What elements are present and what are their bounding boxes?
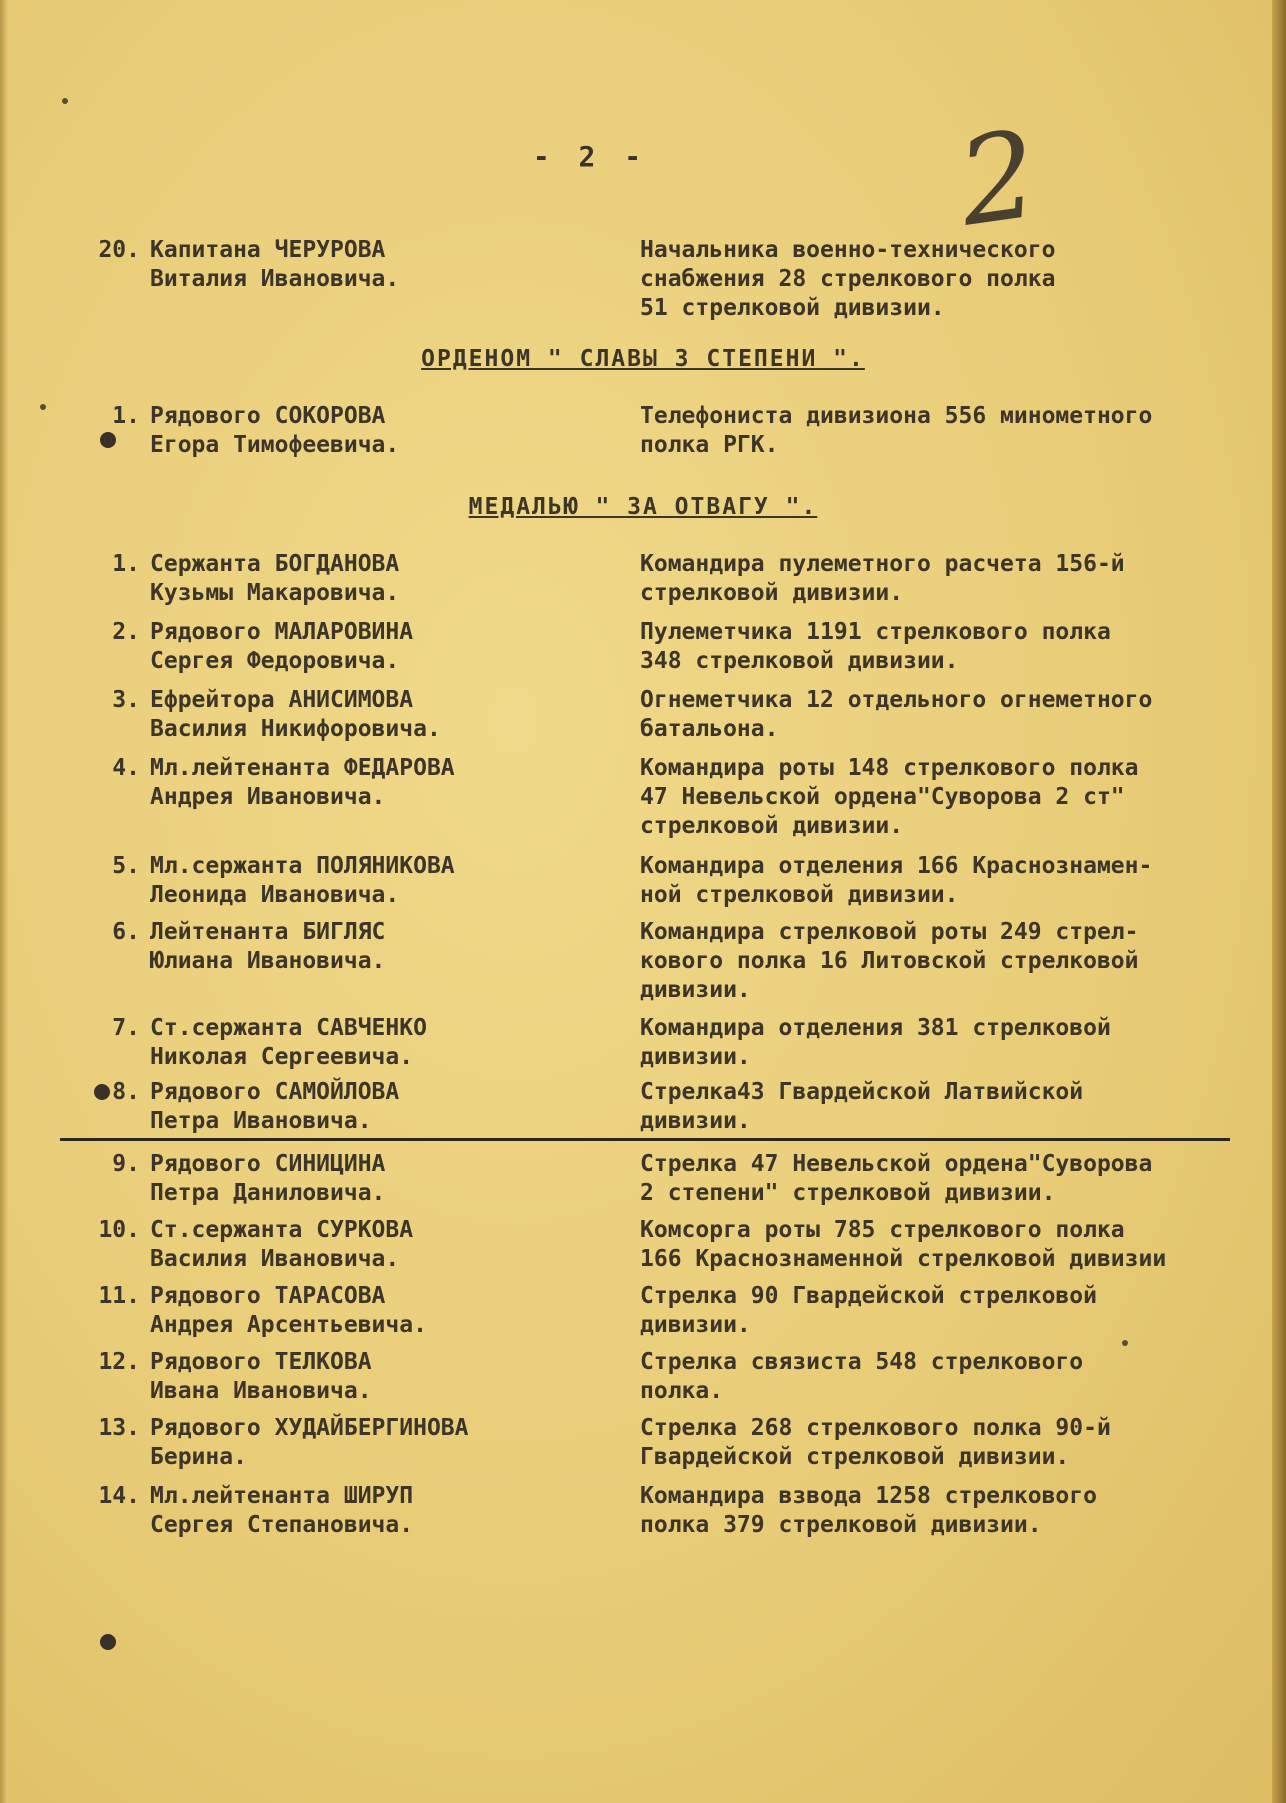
- entry-description: Командира отделения 381 стрелковой дивизии.: [640, 1015, 1111, 1070]
- entry-number: 20.: [98, 237, 140, 263]
- section-title: ОРДЕНОМ " СЛАВЫ 3 СТЕПЕНИ ".: [421, 346, 865, 372]
- ink-speck: [62, 98, 68, 104]
- paper-left-edge: [0, 0, 8, 1803]
- entry-description: Командира стрелковой роты 249 стрел- кового полка 16 Литовской стрелковой дивизии.: [640, 919, 1139, 1003]
- entry-name: Рядового САМОЙЛОВА Петра Ивановича.: [150, 1079, 400, 1134]
- entry-description: Начальника военно-технического снабжения 28 стрелкового полка 51 стрелковой дивизии.: [640, 237, 1056, 321]
- section-heading-medal-bravery: [0, 494, 1286, 520]
- entry-number: 10.: [98, 1217, 140, 1243]
- entry-description: Стрелка 90 Гвардейской стрелковой дивизии.: [640, 1283, 1097, 1338]
- handwritten-page-number: 2: [950, 105, 1046, 254]
- entry-name: Рядового ТАРАСОВА Андрея Арсентьевича.: [150, 1283, 427, 1338]
- entry-number: 1.: [112, 403, 140, 429]
- entry-description: Стрелка 47 Невельской ордена"Суворова 2 степени" стрелковой дивизии.: [640, 1151, 1153, 1206]
- entry-description: Телефониста дивизиона 556 минометного полка РГК.: [640, 403, 1153, 458]
- entry-description: Стрелка 268 стрелкового полка 90-й Гвардейской стрелковой дивизии.: [640, 1415, 1111, 1470]
- section-heading-order-glory: [0, 346, 1286, 372]
- entry-description: Комсорга роты 785 стрелкового полка 166 Краснознаменной стрелковой дивизии: [640, 1217, 1167, 1272]
- entry-description: Стрелка43 Гвардейской Латвийской дивизии.: [640, 1079, 1084, 1134]
- entry-description: Командира взвода 1258 стрелкового полка 379 стрелковой дивизии.: [640, 1483, 1097, 1538]
- entry-number: 1.: [112, 551, 140, 577]
- punch-hole-mark: [94, 1084, 110, 1100]
- entry-description: Стрелка связиста 548 стрелкового полка.: [640, 1349, 1084, 1404]
- entry-number: 6.: [112, 919, 140, 945]
- entry-number: 8.: [112, 1079, 140, 1105]
- ink-speck: [40, 404, 46, 410]
- entry-name: Мл.сержанта ПОЛЯНИКОВА Леонида Ивановича.: [150, 853, 455, 908]
- entry-number: 11.: [98, 1283, 140, 1309]
- horizontal-divider-line: [60, 1138, 1230, 1141]
- punch-hole-mark: [100, 1634, 116, 1650]
- entry-name: Рядового СОКОРОВА Егора Тимофеевича.: [150, 403, 400, 458]
- punch-hole-mark: [100, 432, 116, 448]
- entry-name: Мл.лейтенанта ФЕДАРОВА Андрея Ивановича.: [150, 755, 455, 810]
- paper-right-edge: [1272, 0, 1286, 1803]
- entry-number: 7.: [112, 1015, 140, 1041]
- entry-name: Ефрейтора АНИСИМОВА Василия Никифоровича.: [150, 687, 441, 742]
- entry-number: 9.: [112, 1151, 140, 1177]
- entry-description: Пулеметчика 1191 стрелкового полка 348 стрелковой дивизии.: [640, 619, 1111, 674]
- entry-name: Ст.сержанта СУРКОВА Василия Ивановича.: [150, 1217, 414, 1272]
- entry-number: 5.: [112, 853, 140, 879]
- entry-number: 13.: [98, 1415, 140, 1441]
- entry-name: Рядового ХУДАЙБЕРГИНОВА Берина.: [150, 1415, 469, 1470]
- entry-number: 14.: [98, 1483, 140, 1509]
- entry-description: Командира отделения 166 Краснознамен- ной стрелковой дивизии.: [640, 853, 1153, 908]
- entry-name: Мл.лейтенанта ШИРУП Сергея Степановича.: [150, 1483, 414, 1538]
- entry-number: 2.: [112, 619, 140, 645]
- entry-name: Капитана ЧЕРУРОВА Виталия Ивановича.: [150, 237, 400, 292]
- entry-name: Рядового СИНИЦИНА Петра Даниловича.: [150, 1151, 386, 1206]
- entry-name: Сержанта БОГДАНОВА Кузьмы Макаровича.: [150, 551, 400, 606]
- entry-number: 12.: [98, 1349, 140, 1375]
- page-number: - 2 -: [532, 140, 648, 173]
- entry-name: Рядового ТЕЛКОВА Ивана Ивановича.: [150, 1349, 372, 1404]
- entry-name: Ст.сержанта САВЧЕНКО Николая Сергеевича.: [150, 1015, 427, 1070]
- entry-name: Рядового МАЛАРОВИНА Сергея Федоровича.: [150, 619, 414, 674]
- entry-description: Командира пулеметного расчета 156-й стрелковой дивизии.: [640, 551, 1125, 606]
- entry-name: Лейтенанта БИГЛЯС Юлиана Ивановича.: [150, 919, 386, 974]
- entry-description: Огнеметчика 12 отдельного огнеметного батальона.: [640, 687, 1153, 742]
- entry-number: 4.: [112, 755, 140, 781]
- section-title: МЕДАЛЬЮ " ЗА ОТВАГУ ".: [468, 494, 818, 520]
- ink-speck: [1122, 1340, 1128, 1346]
- entry-number: 3.: [112, 687, 140, 713]
- entry-description: Командира роты 148 стрелкового полка 47 Невельской ордена"Суворова 2 ст" стрелковой дивизии.: [640, 755, 1139, 839]
